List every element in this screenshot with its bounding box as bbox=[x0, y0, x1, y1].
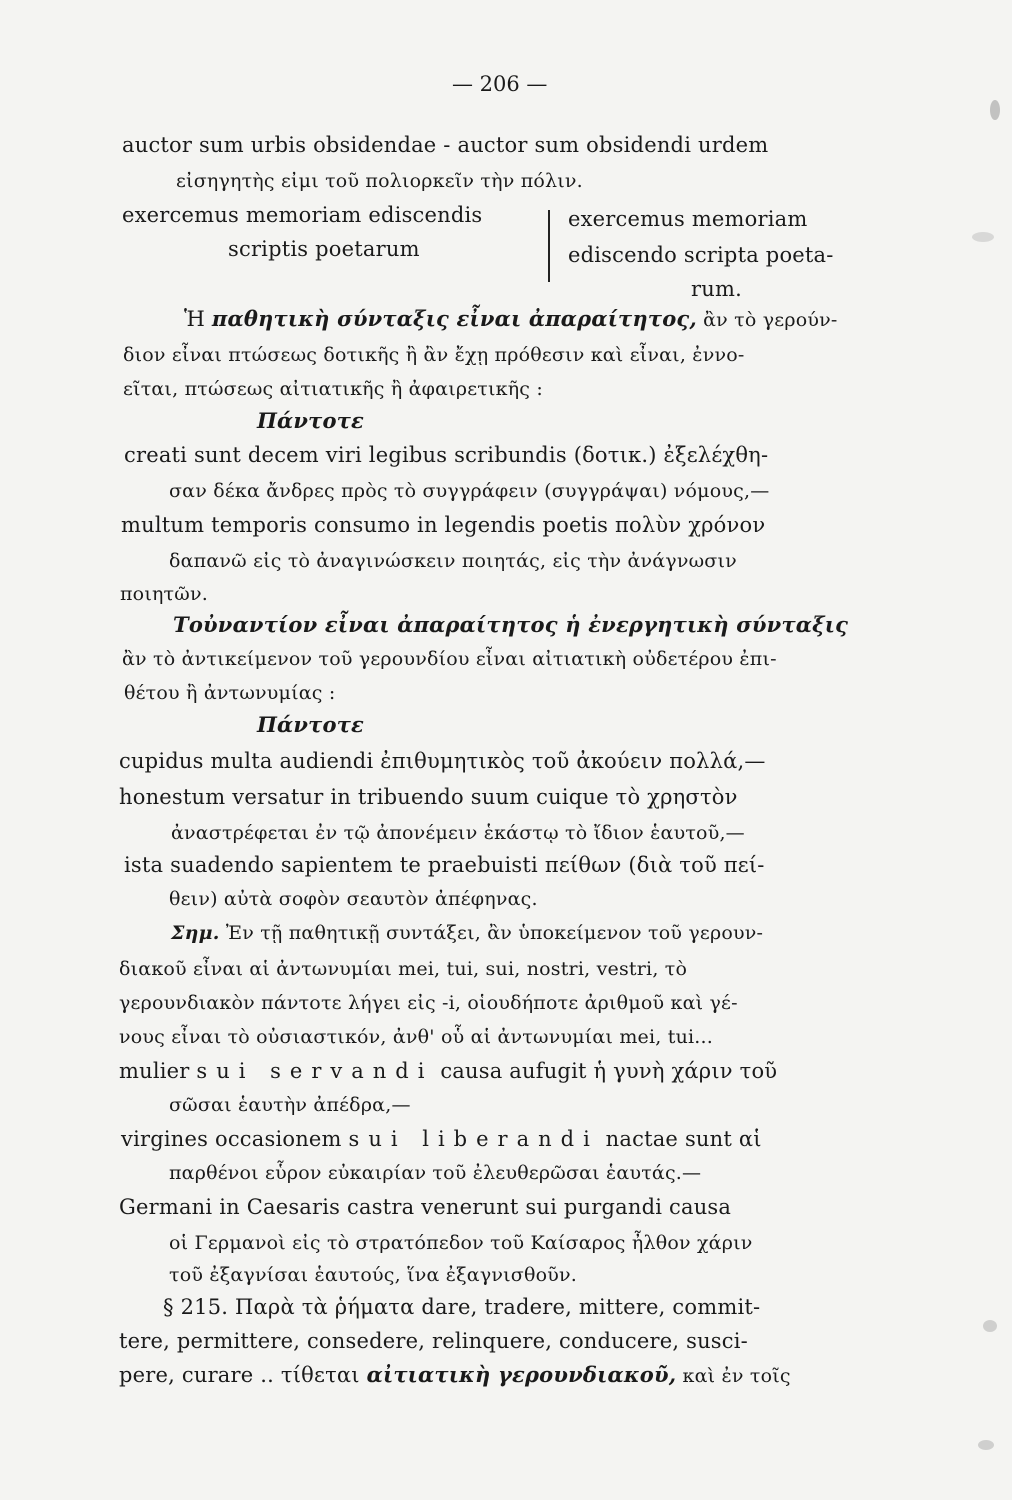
text-line: exercemus memoriam ediscendis bbox=[122, 203, 483, 227]
text-line: σῶσαι ἑαυτὴν ἀπέδρα,— bbox=[169, 1094, 411, 1116]
text-line: auctor sum urbis obsidendae - auctor sum obsidendi urdem bbox=[122, 133, 769, 157]
text-line: θέτου ἢ ἀντωνυμίας : bbox=[124, 682, 336, 704]
scan-speck bbox=[972, 232, 994, 242]
text-line: § 215. Παρὰ τὰ ῥήματα dare, tradere, mittere, commit- bbox=[163, 1295, 761, 1319]
text-line: διακοῦ εἶναι αἱ ἀντωνυμίαι mei, tui, sui, nostri, vestri, τὸ bbox=[119, 958, 688, 980]
scan-speck bbox=[990, 100, 1000, 120]
scan-speck bbox=[983, 1320, 997, 1332]
scan-speck bbox=[978, 1440, 994, 1450]
text-line: mulier sui servandi causa aufugit ἡ γυνὴ χάριν τοῦ bbox=[119, 1059, 778, 1083]
text-line: διον εἶναι πτώσεως δοτικῆς ἢ ἂν ἔχῃ πρόθεσιν καὶ εἶναι, ἐννο- bbox=[123, 344, 745, 366]
text-line: τοῦ ἐξαγνίσαι ἑαυτούς, ἵνα ἐξαγνισθοῦν. bbox=[169, 1264, 577, 1286]
text-line: honestum versatur in tribuendo suum cuique τὸ χρηστὸν bbox=[119, 785, 738, 809]
text-line: ista suadendo sapientem te praebuisti πείθων (διὰ τοῦ πεί- bbox=[124, 853, 765, 877]
text-line: ποιητῶν. bbox=[120, 583, 208, 605]
text-line: σαν δέκα ἄνδρες πρὸς τὸ συγγράφειν (συγγράψαι) νόμους,— bbox=[169, 480, 770, 502]
text-line: ἂν τὸ ἀντικείμενον τοῦ γερουνδίου εἶναι αἰτιατικὴ οὐδετέρου ἐπι- bbox=[122, 648, 777, 670]
text-line: tere, permittere, consedere, relinquere, conducere, susci- bbox=[119, 1329, 748, 1353]
text-line: ἀναστρέφεται ἐν τῷ ἀπονέμειν ἑκάστῳ τὸ ἴδιον ἑαυτοῦ,— bbox=[171, 822, 745, 844]
text-line: exercemus memoriam bbox=[568, 207, 808, 231]
text-line: θειν) αὐτὰ σοφὸν σεαυτὸν ἀπέφηνας. bbox=[169, 888, 538, 910]
section-heading: Πάντοτε bbox=[257, 712, 365, 737]
section-heading: Πάντοτε bbox=[257, 408, 365, 433]
brace-divider bbox=[548, 210, 558, 282]
text-line: Germani in Caesaris castra venerunt sui purgandi causa bbox=[119, 1195, 732, 1219]
text-line: creati sunt decem viri legibus scribundis (δοτικ.) ἐξελέχθη- bbox=[124, 443, 769, 467]
text-line: ediscendo scripta poeta- bbox=[568, 243, 834, 267]
text-line: multum temporis consumo in legendis poetis πολὺν χρόνον bbox=[121, 513, 766, 537]
text-line: εἰσηγητὴς εἰμι τοῦ πολιορκεῖν τὴν πόλιν. bbox=[176, 170, 583, 192]
text-line: Ἡ παθητικὴ σύνταξις εἶναι ἀπαραίτητος, ἂν τὸ γερούν- bbox=[184, 306, 838, 331]
text-line: scriptis poetarum bbox=[228, 237, 420, 261]
text-line: γερουνδιακὸν πάντοτε λήγει εἰς -i, οἱουδήποτε ἀριθμοῦ καὶ γέ- bbox=[119, 992, 738, 1014]
page-number: — 206 — bbox=[452, 72, 548, 96]
text-line: δαπανῶ εἰς τὸ ἀναγινώσκειν ποιητάς, εἰς τὴν ἀνάγνωσιν bbox=[169, 550, 737, 572]
text-line: νους εἶναι τὸ οὐσιαστικόν, ἀνθ' οὗ αἱ ἀντωνυμίαι mei, tui... bbox=[119, 1026, 714, 1048]
text-line: cupidus multa audiendi ἐπιθυμητικὸς τοῦ ἀκούειν πολλά,— bbox=[119, 749, 766, 773]
section-heading: Τοὐναντίον εἶναι ἀπαραίτητος ἡ ἐνεργητικὴ σύνταξις bbox=[173, 612, 849, 637]
text-line: Σημ. Ἐν τῇ παθητικῇ συντάξει, ἂν ὑποκείμενον τοῦ γερουν- bbox=[171, 922, 764, 944]
text-line: rum. bbox=[691, 277, 742, 301]
text-line: παρθένοι εὗρον εὐκαιρίαν τοῦ ἐλευθερῶσαι ἑαυτάς.— bbox=[169, 1162, 702, 1184]
text-line: pere, curare .. τίθεται αἰτιατικὴ γερουνδιακοῦ, καὶ ἐν τοῖς bbox=[119, 1362, 791, 1387]
text-line: virgines occasionem sui liberandi nactae sunt αἱ bbox=[121, 1127, 762, 1151]
text-line: οἱ Γερμανοὶ εἰς τὸ στρατόπεδον τοῦ Καίσαρος ἦλθον χάριν bbox=[169, 1232, 753, 1254]
text-line: εῖται, πτώσεως αἰτιατικῆς ἢ ἀφαιρετικῆς : bbox=[123, 378, 543, 400]
